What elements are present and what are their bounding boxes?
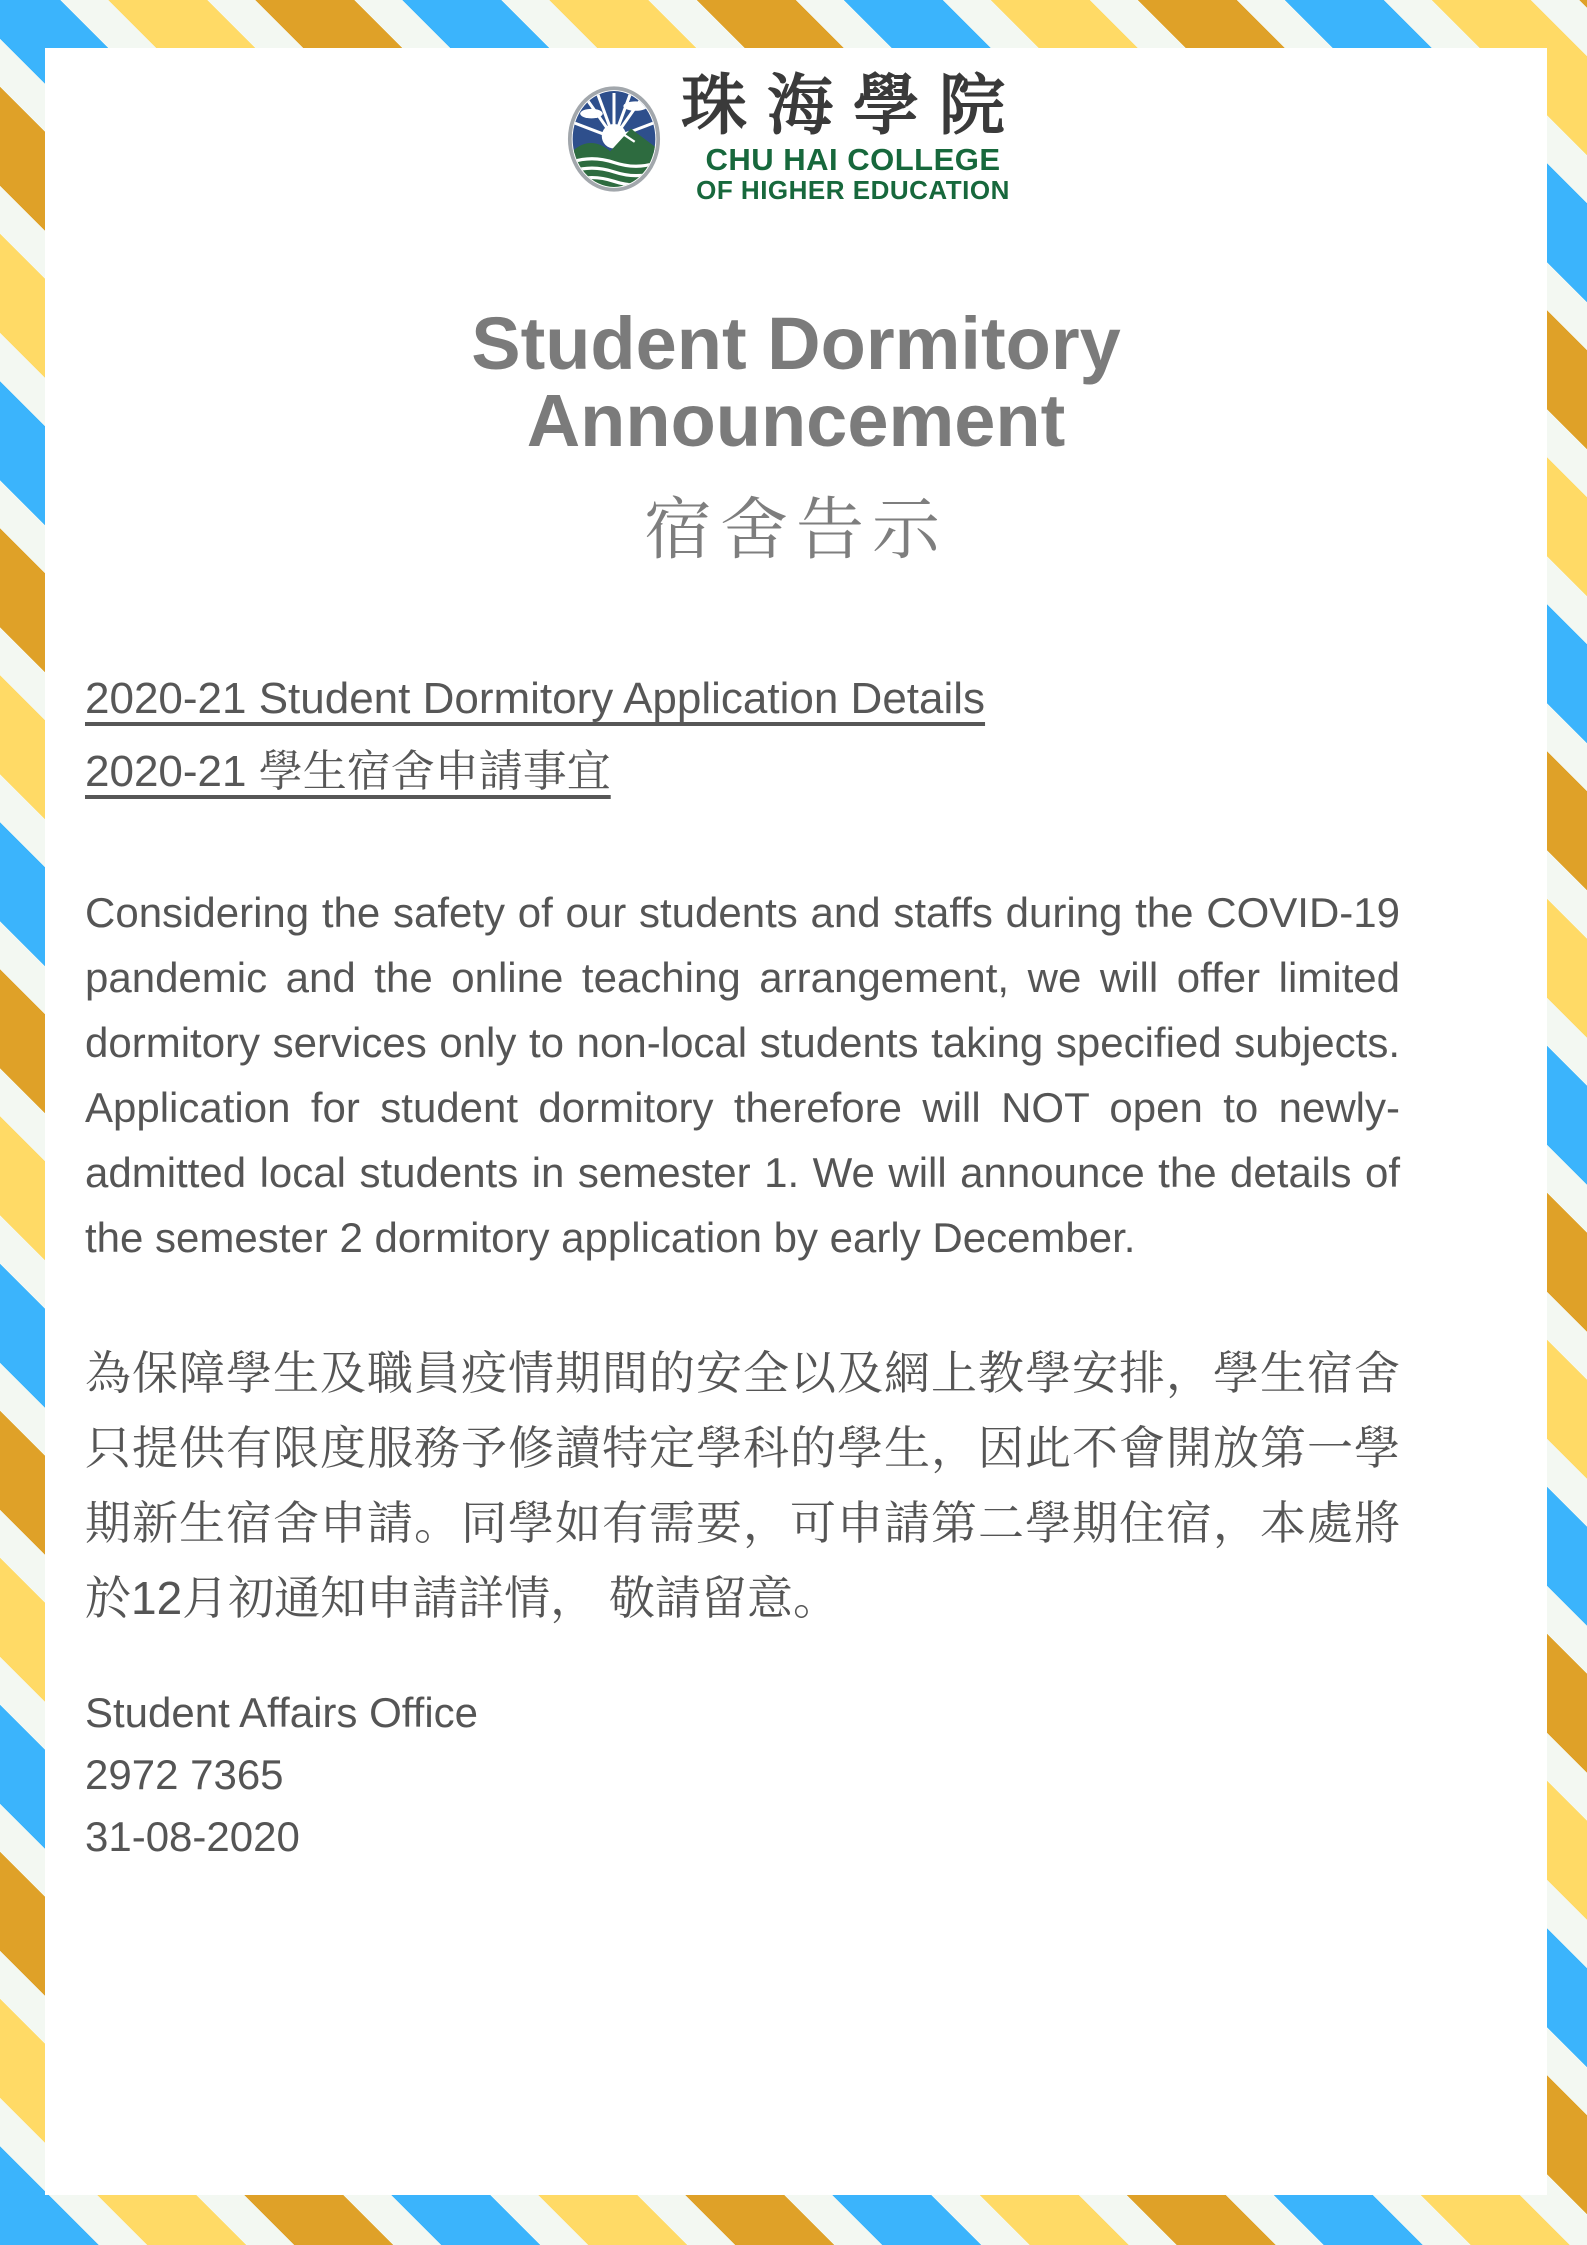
page-title-line1: Student Dormitory [471,302,1121,385]
application-details-heading-zh: 2020-21 學生宿舍申請事宜 [85,747,611,797]
announcement-body [85,669,1400,1869]
page-subtitle-chinese: 宿舍告示 [643,491,948,568]
college-emblem-icon [567,83,661,195]
page-title-line2: Announcement [526,378,1066,462]
page-title [45,302,1547,462]
college-logo-text [681,65,1025,206]
college-logo-block [45,60,1547,218]
college-subname-english: OF HIGHER EDUCATION [696,175,1010,206]
page-header [45,48,1547,573]
announcement-date: 31-08-2020 [85,1813,300,1861]
announcement-page [45,48,1547,2195]
college-name-english: CHU HAI COLLEGE [705,141,1001,177]
office-name: Student Affairs Office [85,1689,479,1737]
application-details-heading-en: 2020-21 Student Dormitory Application Details [85,673,986,723]
college-name-chinese: 珠海學院 [681,65,1025,144]
signature-block [85,1682,1400,1868]
office-phone: 2972 7365 [85,1751,284,1799]
announcement-paragraph-chinese: 為保障學生及職員疫情期間的安全以及網上教學安排，學生宿舍只提供有限度服務予修讀特定學科的學生，因此不會開放第一學期新生宿舍申請。同學如有需要，可申請第二學期住宿，本處將於12月初通知申請詳情， 敬請留意。 [85,1347,1400,1625]
announcement-paragraph-english: Considering the safety of our students and staffs during the COVID-19 pandemic and the online teaching arrangement, we will offer limited dormitory services only to non-local students taking specified subjects. Application for student dormitory therefore will NOT open to newly-admitted local students in semester 1. We will announce the details of the semester 2 dormitory application by early December. [85,888,1400,1262]
